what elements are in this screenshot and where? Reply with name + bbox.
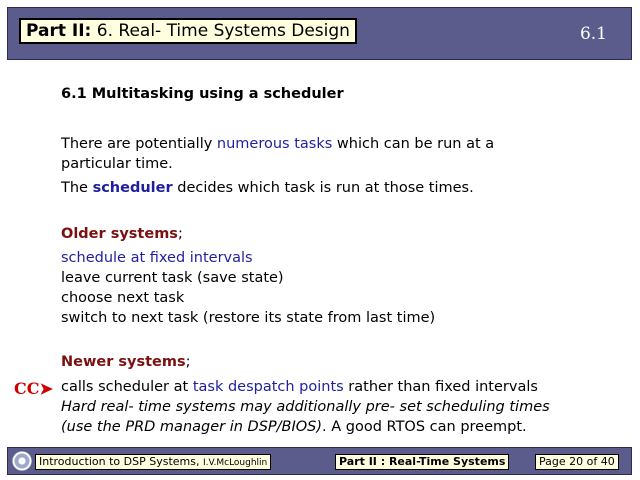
newer-systems-label: Newer systems — [61, 354, 186, 370]
highlight-numerous-tasks: numerous tasks — [216, 136, 333, 152]
slide-number: 6.1 — [579, 24, 607, 44]
text-span: decides which task is run at those times. — [172, 180, 474, 196]
text-span: ; — [185, 354, 191, 370]
text-span: rather than fixed intervals — [343, 379, 538, 395]
older-line-3: choose next task — [61, 290, 185, 306]
slide-title — [19, 18, 357, 44]
footer-part-label: Part II : Real-Time Systems — [335, 454, 509, 470]
header-bar — [7, 7, 632, 60]
newer-line-1 — [61, 377, 538, 397]
paragraph-2 — [61, 178, 474, 198]
text-span: There are potentially — [61, 136, 217, 152]
older-line-2: leave current task (save state) — [61, 270, 284, 286]
text-span: calls scheduler at — [61, 379, 193, 395]
highlight-scheduler: scheduler — [92, 180, 173, 196]
footer-course-label — [35, 454, 271, 470]
text-span: Introduction to DSP Systems, — [39, 455, 203, 468]
text-span: (use the PRD manager in DSP/BIOS) — [61, 419, 323, 435]
text-span: which can be run at a — [332, 136, 495, 152]
newer-line-3 — [61, 417, 527, 437]
older-line-4: switch to next task (restore its state from last time) — [61, 310, 436, 326]
part-label: Part II: — [26, 21, 92, 41]
footer-author: I.V.McLoughlin — [202, 458, 268, 468]
title-text: 6. Real- Time Systems Design — [96, 21, 350, 41]
text-span: The — [61, 180, 93, 196]
cc-arrow-marker: CC➤ — [14, 379, 53, 398]
text-span: . A good RTOS can preempt. — [322, 419, 527, 435]
older-systems-label: Older systems — [61, 226, 178, 242]
university-logo-icon — [12, 451, 32, 471]
paragraph-1-line-2: particular time. — [61, 156, 173, 172]
footer-page-number: Page 20 of 40 — [535, 454, 619, 470]
section-heading: 6.1 Multitasking using a scheduler — [61, 86, 344, 102]
footer-bar — [7, 447, 632, 475]
older-systems-heading — [61, 224, 183, 244]
newer-line-2: Hard real- time systems may additionally pre- set scheduling times — [61, 399, 550, 415]
text-span: ; — [177, 226, 183, 242]
newer-systems-heading — [61, 352, 191, 372]
older-line-1: schedule at fixed intervals — [61, 250, 253, 266]
highlight-task-despatch-points: task despatch points — [192, 379, 344, 395]
paragraph-1-line-1 — [61, 134, 494, 154]
